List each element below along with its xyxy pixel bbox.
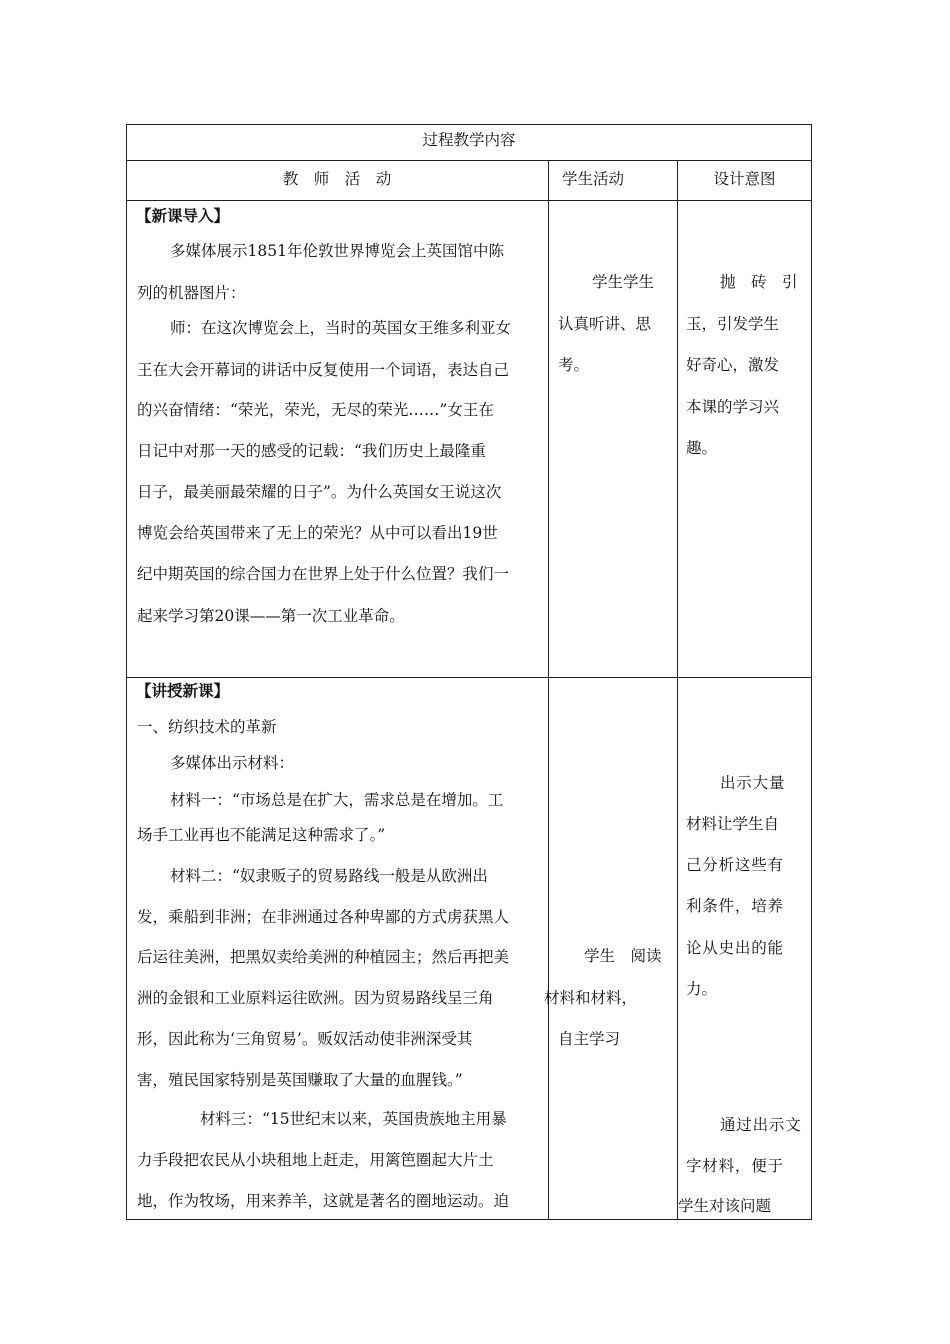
- lecture-design-line: 学生对该问题: [678, 1197, 772, 1215]
- intro-student-line: 学生学生: [592, 273, 655, 291]
- intro-line: 纪中期英国的综合国力在世界上处于什么位置？我们一: [137, 565, 510, 583]
- intro-line: 起来学习第20课——第一次工业革命。: [137, 607, 405, 625]
- intro-student-line: 考。: [558, 356, 590, 374]
- intro-design-line: 好奇心，激发: [686, 356, 780, 374]
- intro-line: 日子，最美丽最荣耀的日子”。为什么英国女王说这次: [137, 483, 502, 501]
- lecture-line: 害，殖民国家特别是英国赚取了大量的血腥钱。”: [137, 1071, 463, 1089]
- intro-line: 列的机器图片：: [137, 284, 246, 302]
- intro-line: 王在大会开幕词的讲话中反复使用一个词语，表达自己: [137, 361, 510, 379]
- lecture-student-line: 学生 阅读: [584, 947, 662, 965]
- lecture-design-line: 字材料，便于: [686, 1157, 784, 1175]
- intro-line: 的兴奋情绪：“荣光，荣光，无尽的荣光……”女王在: [137, 401, 494, 419]
- lecture-line: 发，乘船到非洲；在非洲通过各种卑鄙的方式虏获黑人: [137, 908, 510, 926]
- header-student-activity: 学生活动: [562, 170, 625, 188]
- lecture-student-line: 自主学习: [558, 1030, 621, 1048]
- lecture-design-line: 通过出示文: [720, 1116, 802, 1134]
- intro-heading: 【新课导入】: [136, 207, 230, 225]
- lecture-design-line: 利条件，培养: [686, 897, 784, 915]
- intro-design-line: 玉，引发学生: [686, 315, 780, 333]
- intro-line: 日记中对那一天的感受的记载：“我们历史上最隆重: [137, 442, 486, 460]
- header-design-intent: 设计意图: [713, 170, 776, 188]
- intro-row-divider: [126, 677, 812, 678]
- lecture-line: 地，作为牧场，用来养羊，这就是著名的圈地运动。迫: [137, 1192, 510, 1210]
- lecture-line: 后运往美洲，把黑奴卖给美洲的种植园主；然后再把美: [137, 948, 510, 966]
- table-title: 过程教学内容: [422, 131, 516, 149]
- lecture-line: 场手工业再也不能满足这种需求了。”: [137, 826, 386, 844]
- header-row-divider: [126, 200, 812, 201]
- lecture-heading: 【讲授新课】: [136, 682, 230, 700]
- lecture-design-line: 己分析这些有: [686, 856, 784, 874]
- header-teacher-activity: 教 师 活 动: [282, 170, 392, 188]
- lecture-design-line: 论从史出的能: [686, 939, 784, 957]
- intro-line: 博览会给英国带来了无上的荣光？从中可以看出19世: [137, 524, 498, 542]
- lecture-design-line: 力。: [686, 980, 718, 998]
- title-row-divider: [126, 160, 812, 161]
- lecture-line: 多媒体出示材料：: [170, 754, 295, 772]
- intro-student-line: 认真听讲、思: [558, 315, 652, 333]
- lecture-line: 力手段把农民从小块租地上赶走，用篱笆圈起大片土: [137, 1151, 494, 1169]
- lecture-line: 材料二：“奴隶贩子的贸易路线一般是从欧洲出: [170, 867, 488, 885]
- lecture-design-line: 材料让学生自: [686, 815, 780, 833]
- intro-line: 师：在这次博览会上，当时的英国女王维多利亚女: [170, 319, 512, 337]
- lecture-line: 材料三：“15世纪末以来，英国贵族地主用暴: [200, 1110, 507, 1128]
- lecture-line: 一、纺织技术的革新: [137, 718, 277, 736]
- lecture-line: 形，因此称为‘三角贸易’。贩奴活动使非洲深受其: [137, 1030, 473, 1048]
- lecture-design-line: 出示大量: [720, 774, 786, 792]
- column-divider-2: [677, 160, 678, 1220]
- column-divider-1: [548, 160, 549, 1220]
- intro-design-line: 抛 砖 引: [720, 273, 798, 291]
- intro-design-line: 本课的学习兴: [686, 398, 780, 416]
- lecture-line: 材料一：“市场总是在扩大，需求总是在增加。工: [170, 791, 504, 809]
- intro-design-line: 趣。: [686, 439, 718, 457]
- intro-line: 多媒体展示1851年伦敦世界博览会上英国馆中陈: [170, 242, 504, 260]
- lecture-line: 洲的金银和工业原料运往欧洲。因为贸易路线呈三角: [137, 989, 494, 1007]
- lecture-student-line: 材料和材料，: [544, 989, 638, 1007]
